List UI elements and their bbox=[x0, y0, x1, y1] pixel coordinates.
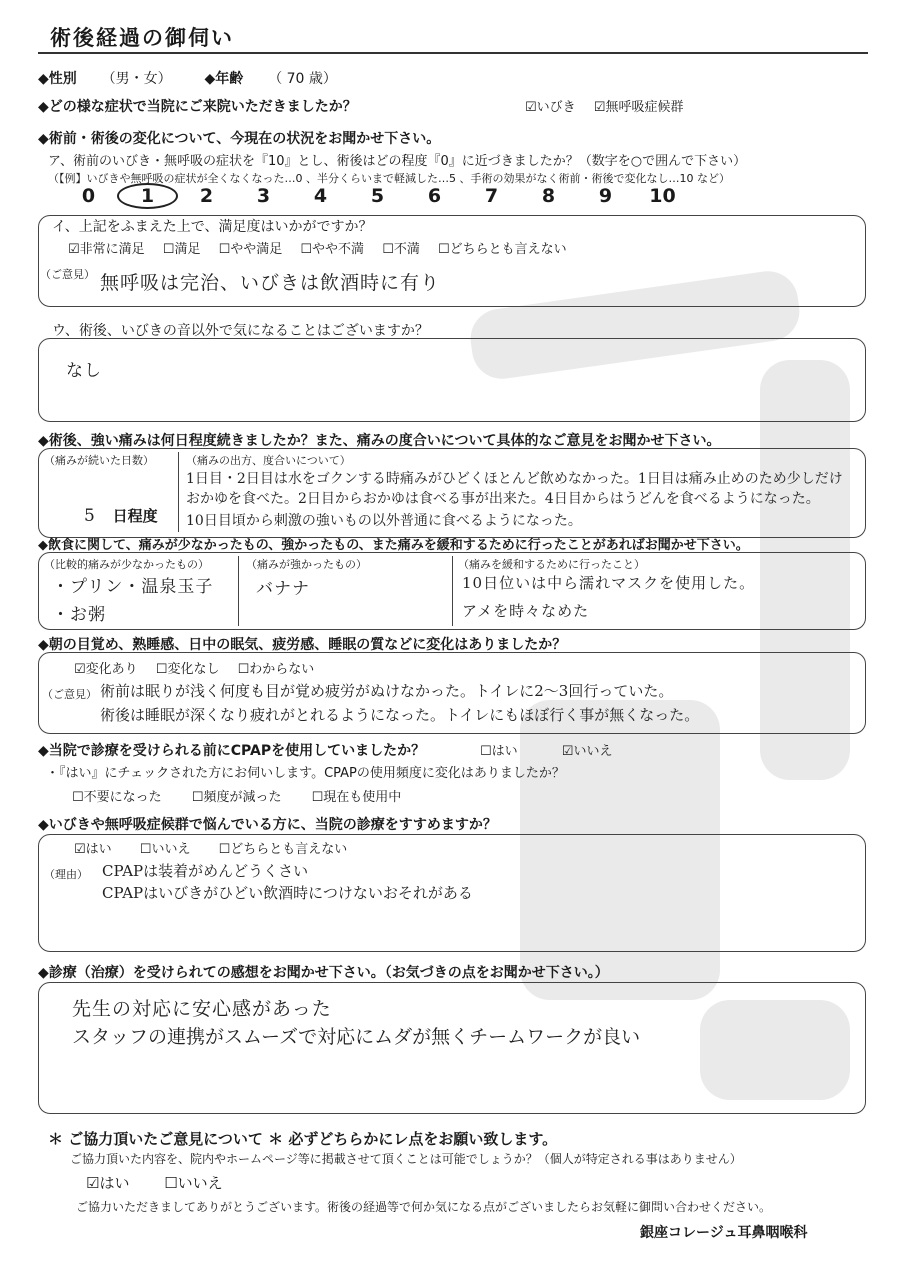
food-divider bbox=[452, 556, 453, 626]
other-concerns-box bbox=[38, 338, 866, 422]
pain-days-unit: 日程度 bbox=[112, 507, 158, 525]
food-less-item: ・お粥 bbox=[52, 605, 106, 625]
gender-label: ◆性別 bbox=[38, 71, 77, 87]
change-sub-a: ア、術前のいびき・無呼吸の症状を『10』とし、術後はどの程度『0』に近づきましたか？（数字を○で囲んで下さい） bbox=[48, 154, 747, 169]
cpap-not-needed-checkbox[interactable]: ☐不要になった bbox=[72, 790, 162, 805]
satisfaction-somewhat-dissatisfied-checkbox[interactable]: ☐やや不満 bbox=[300, 242, 365, 257]
impression-line: 先生の対応に安心感があった bbox=[72, 998, 332, 1020]
pain-detail-line: 1日目・2日目は水をゴクンする時痛みがひどくほとんど飲めなかった。1日目は痛み止めのため少しだけ bbox=[186, 471, 843, 487]
satisfaction-satisfied-checkbox[interactable]: ☐満足 bbox=[162, 242, 201, 257]
gender-row bbox=[38, 68, 337, 88]
change-question: ◆術前・術後の変化について、今現在の状況をお聞かせ下さい。 bbox=[38, 131, 441, 147]
sleep-options bbox=[74, 658, 328, 677]
recommend-options bbox=[74, 838, 361, 857]
recommend-yes-checkbox[interactable]: ☑はい bbox=[74, 842, 112, 857]
satisfaction-very-satisfied-checkbox[interactable]: ☑非常に満足 bbox=[68, 242, 145, 257]
food-less-item: ・プリン・温泉玉子 bbox=[52, 577, 214, 597]
impression-line: スタッフの連携がスムーズで対応にムダが無くチームワークが良い bbox=[72, 1026, 641, 1048]
consent-no-checkbox[interactable]: ☐いいえ bbox=[164, 1174, 223, 1192]
rating-option-9[interactable]: 9 bbox=[598, 185, 613, 207]
satisfaction-dissatisfied-checkbox[interactable]: ☐不満 bbox=[382, 242, 420, 257]
impression-question: ◆診療（治療）を受けられての感想をお聞かせ下さい。（お気づきの点をお聞かせ下さい。） bbox=[38, 965, 609, 981]
pain-question: ◆術後、強い痛みは何日程度続きましたか？また、痛みの度合いについて具体的なご意見をお聞かせ下さい。 bbox=[38, 433, 721, 449]
satisfaction-question: イ、上記をふまえた上で、満足度はいかがですか？ bbox=[52, 219, 373, 235]
recommend-reason-line: CPAPはいびきがひどい飲酒時につけないおそれがある bbox=[102, 884, 473, 902]
recommend-question: ◆いびきや無呼吸症候群で悩んでいる方に、当院の診療をすすめますか？ bbox=[38, 817, 497, 833]
cpap-yes-checkbox[interactable]: ☐はい bbox=[480, 744, 518, 759]
food-question: ◆飲食に関して、痛みが少なかったもの、強かったもの、また痛みを緩和するために行ったことがあればお聞かせ下さい。 bbox=[38, 538, 749, 553]
other-concerns-question: ウ、術後、いびきの音以外で気になることはございますか？ bbox=[52, 323, 429, 339]
food-relief-item: 10日位いは中ら濡れマスクを使用した。 bbox=[462, 574, 756, 592]
satisfaction-neutral-checkbox[interactable]: ☐どちらとも言えない bbox=[437, 242, 567, 257]
satisfaction-opinion: 無呼吸は完治、いびきは飲酒時に有り bbox=[100, 272, 441, 294]
recommend-no-checkbox[interactable]: ☐いいえ bbox=[139, 842, 191, 857]
cpap-reduced-checkbox[interactable]: ☐頻度が減った bbox=[191, 790, 282, 805]
pain-days bbox=[84, 505, 158, 526]
food-relief-item: アメを時々なめた bbox=[462, 602, 590, 620]
rating-scale bbox=[60, 183, 691, 209]
rating-option-5[interactable]: 5 bbox=[370, 185, 385, 207]
footer-options bbox=[86, 1172, 237, 1193]
food-divider bbox=[238, 556, 239, 626]
cpap-sub-question: ・『はい』にチェックされた方にお伺いします。CPAPの使用頻度に変化はありましたか？ bbox=[46, 766, 565, 781]
food-relief-label: （痛みを緩和するために行ったこと） bbox=[458, 558, 645, 571]
age-value: （ 70 歳） bbox=[268, 71, 337, 87]
satisfaction-options bbox=[68, 238, 581, 257]
consent-yes-checkbox[interactable]: ☑はい bbox=[86, 1174, 130, 1192]
rating-option-4[interactable]: 4 bbox=[313, 185, 328, 207]
recommend-reason-line: CPAPは装着がめんどうくさい bbox=[102, 862, 309, 880]
pain-days-value: 5 bbox=[84, 506, 96, 526]
cpap-sub-options bbox=[72, 786, 415, 805]
rating-option-0[interactable]: 0 bbox=[81, 185, 96, 207]
food-less-label: （比較的痛みが少なかったもの） bbox=[44, 558, 209, 571]
sleep-opinion-label: （ご意見） bbox=[42, 688, 97, 701]
symptom-snoring-checkbox[interactable]: ☑いびき bbox=[525, 100, 576, 115]
gender-value: （男・女） bbox=[101, 71, 172, 87]
food-strong-label: （痛みが強かったもの） bbox=[246, 558, 367, 571]
title-underline bbox=[38, 52, 868, 54]
sleep-unknown-checkbox[interactable]: ☐わからない bbox=[237, 662, 315, 677]
food-strong-item: バナナ bbox=[256, 579, 310, 599]
cpap-no-checkbox[interactable]: ☑いいえ bbox=[561, 744, 613, 759]
sleep-opinion-line: 術後は睡眠が深くなり疲れがとれるようになった。トイレにもほぼ行く事が無くなった。 bbox=[100, 706, 700, 724]
rating-option-7[interactable]: 7 bbox=[484, 185, 499, 207]
pain-detail-line: おかゆを食べた。2日目からおかゆは食べる事が出来た。4日目からはうどんを食べるようになった。 bbox=[186, 491, 820, 507]
satisfaction-opinion-label: （ご意見） bbox=[40, 268, 95, 281]
symptoms-options bbox=[525, 96, 697, 115]
footer-consent: ご協力頂いた内容を、院内やホームページ等に掲載させて頂くことは可能でしょうか？（個人が特定される事はありません） bbox=[70, 1152, 742, 1166]
symptom-apnea-checkbox[interactable]: ☑無呼吸症候群 bbox=[593, 100, 684, 115]
rating-option-2[interactable]: 2 bbox=[199, 185, 214, 207]
sleep-question: ◆朝の目覚め、熟睡感、日中の眠気、疲労感、睡眠の質などに変化はありましたか？ bbox=[38, 637, 567, 653]
pain-divider bbox=[178, 452, 179, 532]
rating-option-10[interactable]: 10 bbox=[649, 185, 676, 207]
page-title: 術後経過の御伺い bbox=[50, 26, 234, 50]
rating-option-8[interactable]: 8 bbox=[541, 185, 556, 207]
rating-option-3[interactable]: 3 bbox=[256, 185, 271, 207]
sleep-opinion-line: 術前は眠りが浅く何度も目が覚め疲労がぬけなかった。トイレに2〜3回行っていた。 bbox=[100, 682, 674, 700]
rating-option-6[interactable]: 6 bbox=[427, 185, 442, 207]
rating-option-1[interactable]: 1 bbox=[117, 183, 178, 209]
pain-days-label: （痛みが続いた日数） bbox=[44, 454, 154, 467]
clinic-name: 銀座コレージュ耳鼻咽喉科 bbox=[640, 1225, 808, 1241]
cpap-still-using-checkbox[interactable]: ☐現在も使用中 bbox=[311, 790, 402, 805]
symptoms-question: ◆どの様な症状で当院にご来院いただきましたか？ bbox=[38, 99, 357, 115]
recommend-reason-label: （理由） bbox=[44, 868, 88, 881]
pain-detail-line: 10日目頃から刺激の強いもの以外普通に食べるようになった。 bbox=[186, 513, 582, 529]
footer-thanks: ご協力いただきましてありがとうございます。術後の経過等で何か気になる点がございましたらお気軽に御問い合わせください。 bbox=[76, 1200, 772, 1214]
cpap-question: ◆当院で診療を受けられる前にCPAPを使用していましたか？ bbox=[38, 743, 426, 759]
age-label: ◆年齢 bbox=[204, 71, 244, 87]
sleep-unchanged-checkbox[interactable]: ☐変化なし bbox=[155, 662, 220, 677]
footer-note: ＊ ご協力頂いたご意見について ＊ 必ずどちらかにレ点をお願い致します。 bbox=[48, 1130, 558, 1148]
recommend-neutral-checkbox[interactable]: ☐どちらとも言えない bbox=[218, 842, 348, 857]
cpap-options bbox=[480, 740, 626, 759]
other-concerns-answer: なし bbox=[66, 361, 102, 381]
change-example: （【例】いびきや無呼吸の症状が全くなくなった…0 、半分くらいまで軽減した…5 、手術の効果がなく術前・術後で変化なし…10 など） bbox=[48, 172, 730, 185]
satisfaction-somewhat-satisfied-checkbox[interactable]: ☐やや満足 bbox=[218, 242, 283, 257]
pain-detail-label: （痛みの出方、度合いについて） bbox=[186, 454, 351, 467]
sleep-changed-checkbox[interactable]: ☑変化あり bbox=[74, 662, 138, 677]
